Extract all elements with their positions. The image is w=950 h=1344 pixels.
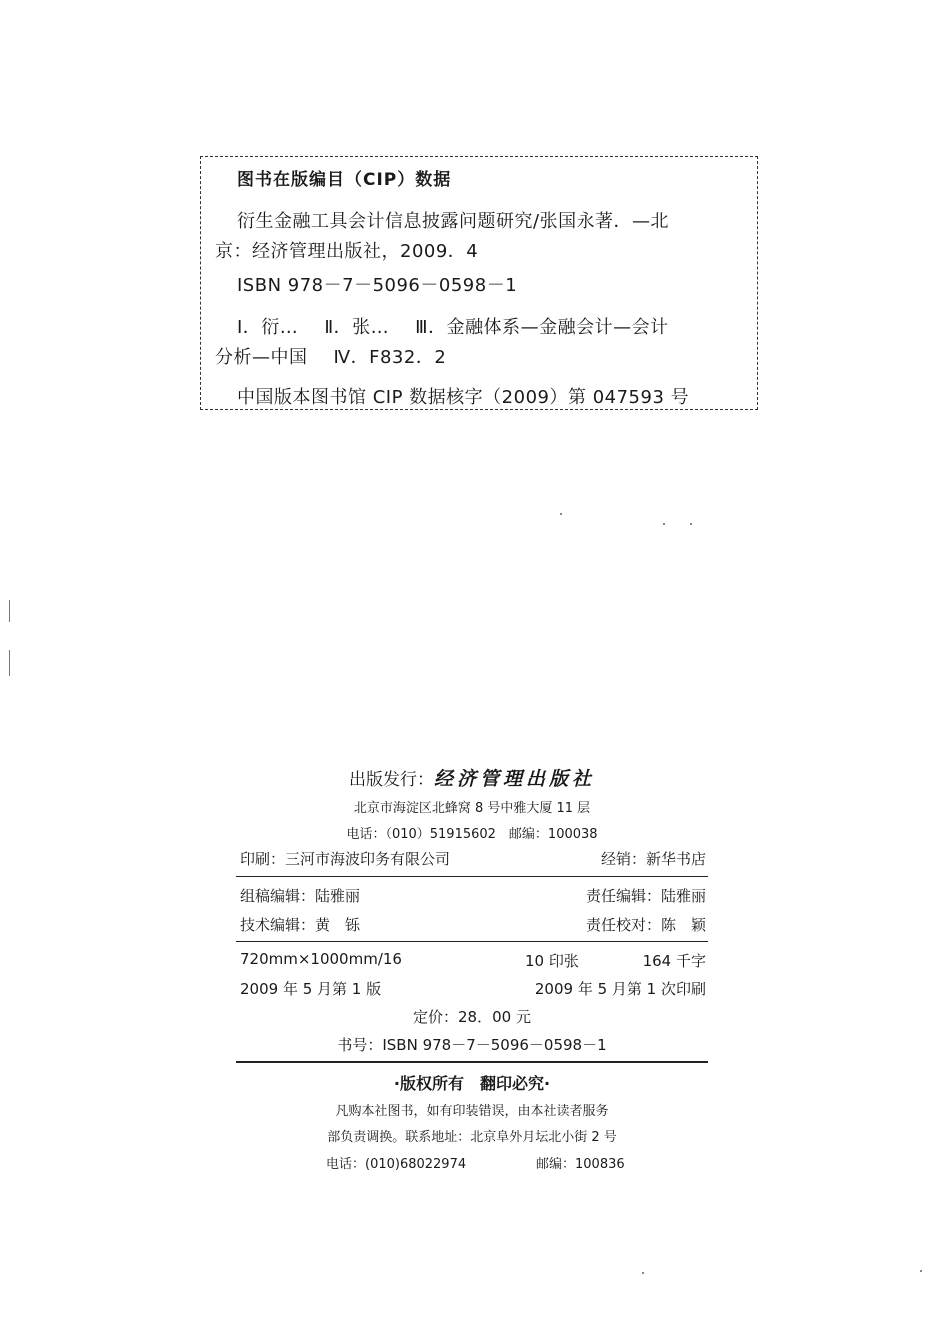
publisher-line — [236, 764, 708, 791]
cip-subject-b: Ⅱ．张… — [324, 317, 390, 338]
printing: 2009 年 5 月第 1 次印刷 — [534, 980, 706, 998]
divider — [236, 876, 708, 877]
acquisitions-editor: 组稿编辑：陆雅丽 — [240, 887, 361, 905]
cip-book-title-line: 衍生金融工具会计信息披露问题研究/张国永著．—北 — [237, 211, 670, 232]
copyright-notice-1: 凡购本社图书，如有印装错误，由本社读者服务 — [335, 1104, 609, 1119]
cip-subject-e: Ⅳ．F832．2 — [333, 347, 447, 368]
printer: 印刷：三河市海波印务有限公司 — [240, 850, 451, 868]
cip-publication-line: 京：经济管理出版社，2009．4 — [215, 241, 479, 262]
cip-data-box — [200, 156, 758, 410]
scan-speck — [642, 1272, 644, 1274]
scan-speck — [690, 523, 692, 525]
publisher-name: 经济管理出版社 — [433, 768, 595, 790]
scan-edge-mark — [9, 600, 10, 622]
publisher-address: 北京市海淀区北蜂窝 8 号中雅大厦 11 层 — [353, 801, 591, 816]
price: 定价：28．00 元 — [413, 1008, 531, 1026]
printed-sheets: 10 印张 — [525, 952, 579, 970]
distributor: 经销：新华书店 — [600, 850, 706, 868]
cip-subjects-line — [237, 313, 669, 339]
publisher-contact: 电话：（010）51915602 邮编：100038 — [346, 827, 598, 842]
proofreader: 责任校对：陈 颖 — [585, 916, 706, 934]
book-number: 书号：ISBN 978－7－5096－0598－1 — [337, 1036, 607, 1054]
scan-speck — [920, 1270, 922, 1272]
divider — [236, 1061, 708, 1063]
scan-speck — [663, 523, 665, 525]
service-postcode: 邮编：100836 — [536, 1157, 625, 1172]
technical-editor: 技术编辑：黄 铄 — [240, 916, 361, 934]
cip-subject-d: 分析—中国 — [215, 347, 308, 368]
book-format: 720mm×1000mm/16 — [240, 950, 402, 968]
copyright-notice-2: 部负责调换。联系地址：北京阜外月坛北小街 2 号 — [327, 1130, 617, 1145]
cip-isbn: ISBN 978－7－5096－0598－1 — [237, 275, 518, 296]
cip-title: 图书在版编目（CIP）数据 — [237, 170, 452, 190]
publisher-label: 出版发行： — [348, 770, 434, 790]
service-phone: 电话：(010)68022974 — [326, 1157, 467, 1172]
responsible-editor: 责任编辑：陆雅丽 — [585, 887, 706, 905]
cip-subject-a: Ⅰ．衍… — [237, 317, 299, 338]
scan-speck — [560, 513, 562, 515]
divider — [236, 941, 708, 942]
scan-edge-mark — [9, 650, 10, 676]
copyright-heading: ·版权所有 翻印必究· — [393, 1074, 551, 1093]
cip-verification: 中国版本图书馆 CIP 数据核字（2009）第 047593 号 — [237, 387, 690, 408]
cip-subject-c: Ⅲ．金融体系—金融会计—会计 — [415, 317, 669, 338]
word-count: 164 千字 — [642, 952, 706, 970]
cip-subjects-line-2 — [215, 343, 446, 369]
edition: 2009 年 5 月第 1 版 — [240, 980, 382, 998]
